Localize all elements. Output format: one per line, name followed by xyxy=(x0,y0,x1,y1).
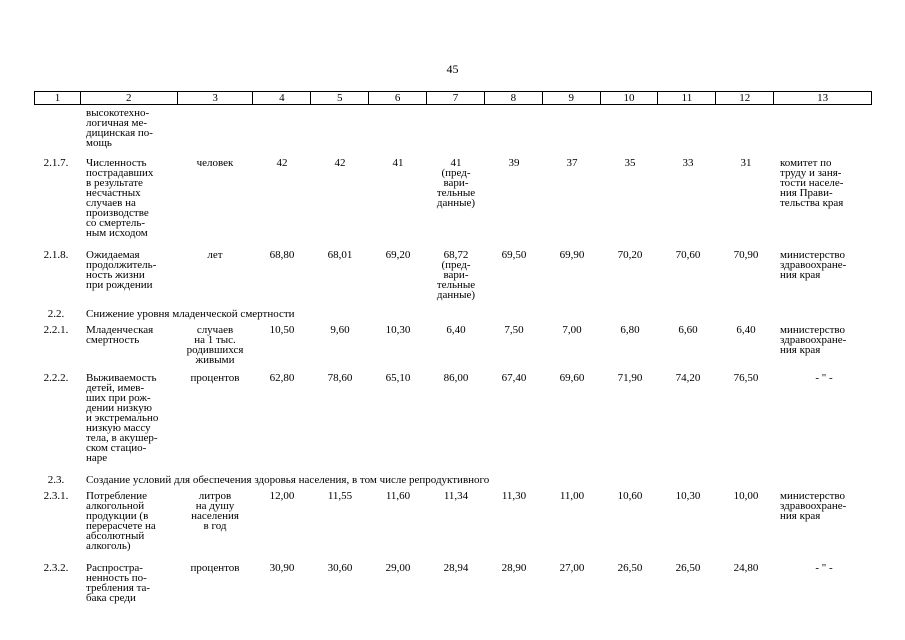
header-cell: 1 xyxy=(35,92,81,104)
indicator-name: Ожидаемая продолжитель- ность жизни при рождении xyxy=(86,249,157,291)
value: 10,30 xyxy=(385,324,411,336)
value: 68,80 xyxy=(269,249,295,261)
value: 78,60 xyxy=(327,372,353,384)
header-cell: 8 xyxy=(485,92,543,104)
value: 70,20 xyxy=(617,249,643,261)
value: 41 (пред- вари- тельные данные) xyxy=(436,157,476,209)
header-cell: 13 xyxy=(817,92,829,104)
value: 68,01 xyxy=(327,249,353,261)
header-cell: 3 xyxy=(178,92,254,104)
value: 24,80 xyxy=(733,562,759,574)
value: 33 xyxy=(682,157,694,169)
value: 65,10 xyxy=(385,372,411,384)
responsible: комитет по труду и заня- тости населе- ния Прави- тельства края xyxy=(780,157,844,209)
responsible: министерство здравоохране- ния края xyxy=(780,490,847,522)
header-cell: 5 xyxy=(311,92,369,104)
section-title: Создание условий для обеспечения здоровья населения, в том числе репродуктивного xyxy=(86,474,490,486)
row-number: 2.2.1. xyxy=(43,324,69,336)
value: 28,90 xyxy=(501,562,527,574)
value: 11,34 xyxy=(443,490,469,502)
value: 70,60 xyxy=(675,249,701,261)
value: 11,60 xyxy=(385,490,411,502)
value: 71,90 xyxy=(617,372,643,384)
indicator-name: высокотехно- логичная ме- дицинская по- мощь xyxy=(86,107,153,149)
table-header xyxy=(34,91,872,105)
value: 67,40 xyxy=(501,372,527,384)
value: 86,00 xyxy=(443,372,469,384)
indicator-name: Младенческая смертность xyxy=(86,324,154,346)
value: 11,00 xyxy=(559,490,585,502)
value-2012: 42 xyxy=(276,157,288,169)
responsible: - " - xyxy=(815,562,833,574)
value: 28,94 xyxy=(443,562,469,574)
section-title: Снижение уровня младенческой смертности xyxy=(86,308,295,320)
value: 12,00 xyxy=(269,490,295,502)
section-number: 2.3. xyxy=(47,474,65,486)
header-cell: 7 xyxy=(427,92,485,104)
unit: случаев на 1 тыс. родившихся живыми xyxy=(186,324,244,366)
indicator-name: Распростра- ненность по- требления та- бака среди xyxy=(86,562,151,604)
value: 6,40 xyxy=(736,324,756,336)
section-number: 2.2. xyxy=(47,308,65,320)
indicator-name: Выживаемость детей, имев- ших при рож- дении низкую и экстремально низкую массу тела, в акушер- ском стацио- наре xyxy=(86,372,159,464)
value: 41 xyxy=(392,157,404,169)
value: 10,00 xyxy=(733,490,759,502)
header-cell: 12 xyxy=(716,92,774,104)
value: 69,50 xyxy=(501,249,527,261)
value: 30,90 xyxy=(269,562,295,574)
indicator-name: Потребление алкогольной продукции (в перерасчете на абсолютный алкоголь) xyxy=(86,490,156,552)
header-cell: 11 xyxy=(658,92,716,104)
value: 39 xyxy=(508,157,520,169)
value: 68,72 (пред- вари- тельные данные) xyxy=(436,249,476,301)
header-cell: 4 xyxy=(253,92,311,104)
value: 31 xyxy=(740,157,752,169)
responsible: - " - xyxy=(815,372,833,384)
unit: процентов xyxy=(190,562,240,574)
unit: процентов xyxy=(190,372,240,384)
responsible: министерство здравоохране- ния края xyxy=(780,324,847,356)
row-number: 2.1.7. xyxy=(43,157,69,169)
value: 10,60 xyxy=(617,490,643,502)
value: 10,50 xyxy=(269,324,295,336)
value: 6,60 xyxy=(678,324,698,336)
value: 76,50 xyxy=(733,372,759,384)
row-number: 2.3.2. xyxy=(43,562,69,574)
page-number: 45 xyxy=(446,62,459,76)
value: 70,90 xyxy=(733,249,759,261)
unit: человек xyxy=(196,157,234,169)
value: 69,20 xyxy=(385,249,411,261)
value: 69,90 xyxy=(559,249,585,261)
value: 42 xyxy=(334,157,346,169)
value: 10,30 xyxy=(675,490,701,502)
value: 6,40 xyxy=(446,324,466,336)
value: 27,00 xyxy=(559,562,585,574)
value: 26,50 xyxy=(675,562,701,574)
row-number: 2.2.2. xyxy=(43,372,69,384)
value: 6,80 xyxy=(620,324,640,336)
value: 69,60 xyxy=(559,372,585,384)
value: 7,50 xyxy=(504,324,524,336)
value: 29,00 xyxy=(385,562,411,574)
value: 30,60 xyxy=(327,562,353,574)
header-cell: 6 xyxy=(369,92,427,104)
value: 62,80 xyxy=(269,372,295,384)
value: 11,55 xyxy=(327,490,353,502)
header-cell: 10 xyxy=(601,92,659,104)
value: 9,60 xyxy=(330,324,350,336)
value: 74,20 xyxy=(675,372,701,384)
indicator-name: Численность пострадавших в результате несчастных случаев на производстве со смертель- ным исходом xyxy=(86,157,154,239)
unit: лет xyxy=(207,249,223,261)
row-number: 2.3.1. xyxy=(43,490,69,502)
header-cell: 2 xyxy=(81,92,178,104)
unit: литров на душу населения в год xyxy=(191,490,239,532)
value: 37 xyxy=(566,157,578,169)
value: 7,00 xyxy=(562,324,582,336)
row-number: 2.1.8. xyxy=(43,249,69,261)
header-cell: 9 xyxy=(543,92,601,104)
value: 11,30 xyxy=(501,490,527,502)
responsible: министерство здравоохране- ния края xyxy=(780,249,847,281)
value: 35 xyxy=(624,157,636,169)
value: 26,50 xyxy=(617,562,643,574)
